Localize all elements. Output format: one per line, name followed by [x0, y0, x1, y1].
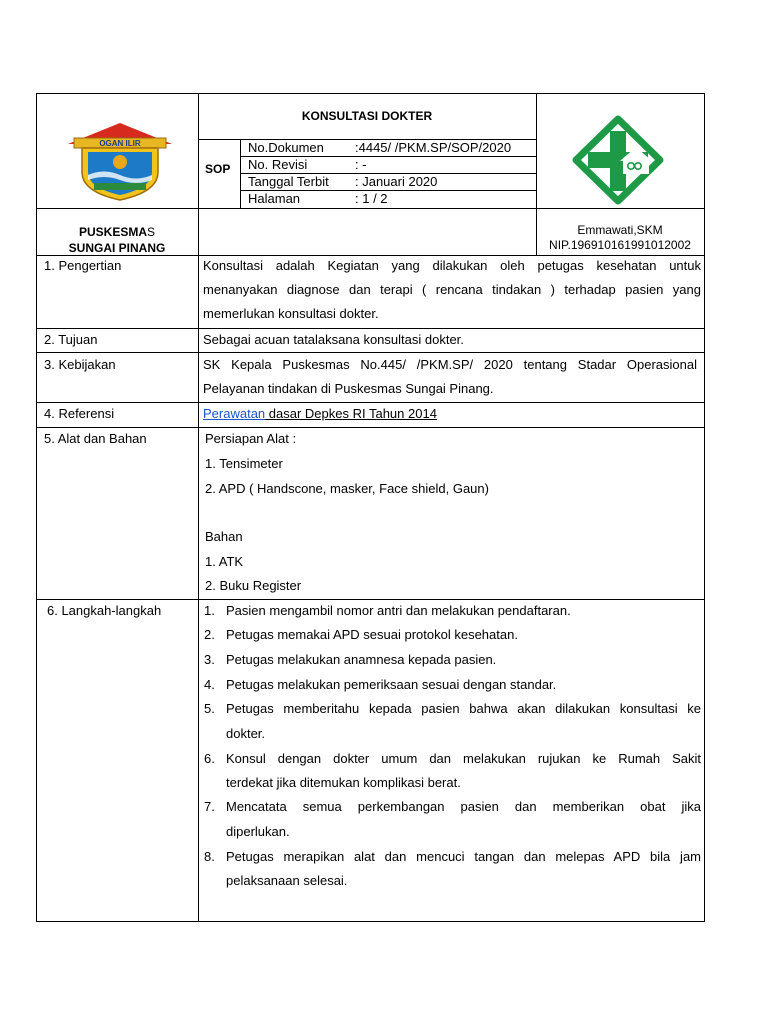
doc-field-label: No. Revisi: [248, 157, 308, 172]
referensi-rest: dasar Depkes RI Tahun 2014: [265, 406, 437, 421]
section-label-pengertian: 1. Pengertian: [44, 258, 122, 273]
svg-text:OGAN ILIR: OGAN ILIR: [99, 139, 141, 148]
doc-field-value: : -: [355, 157, 367, 172]
step-number: 4.: [204, 677, 215, 692]
bahan-heading: Bahan: [205, 529, 243, 544]
step-line: Petugas memakai APD sesuai protokol kesehatan.: [226, 627, 518, 642]
step-number: 8.: [204, 849, 215, 864]
step-line: pelaksanaan selesai.: [226, 873, 348, 888]
step-number: 1.: [204, 603, 215, 618]
pengertian-line: Konsultasi adalah Kegiatan yang dilakukan oleh petugas kesehatan untuk: [203, 258, 701, 273]
alat-item: 2. APD ( Handscone, masker, Face shield, Gaun): [205, 481, 489, 496]
step-line: Petugas memberitahu kepada pasien bahwa akan dilakukan konsultasi ke: [226, 701, 701, 716]
tujuan-text: Sebagai acuan tatalaksana konsultasi dokter.: [203, 332, 464, 347]
doc-field-value: :4445/ /PKM.SP/SOP/2020: [355, 140, 512, 155]
referensi-link[interactable]: Perawatan: [203, 406, 266, 421]
puskesmas-name: PUSKESMAS: [78, 225, 156, 239]
pengertian-line: menanyakan diagnose dan terapi ( rencana tindakan ) terhadap pasien yang: [203, 282, 701, 297]
referensi-text: [203, 406, 437, 421]
doc-field-label: Tanggal Terbit: [248, 174, 329, 189]
signer-nip: NIP.196910161991012002: [549, 238, 691, 252]
doc-field-label: Halaman: [248, 191, 301, 206]
step-line: Mencatata semua perkembangan pasien dan memberikan obat jika: [226, 799, 701, 814]
signer-name: Emmawati,SKM: [577, 223, 663, 237]
alat-heading: Persiapan Alat :: [205, 431, 297, 446]
kebijakan-line: SK Kepala Puskesmas No.445/ /PKM.SP/ 2020 tentang Stadar Operasional: [203, 357, 697, 372]
step-line: terdekat jika ditemukan komplikasi berat.: [226, 775, 461, 790]
section-label-kebijakan: 3. Kebijakan: [44, 357, 116, 372]
doc-field-value: : 1 / 2: [355, 191, 388, 206]
step-line: dokter.: [226, 726, 266, 741]
puskesmas-logo: [568, 115, 668, 205]
step-number: 3.: [204, 652, 215, 667]
step-line: Konsul dengan dokter umum dan melakukan rujukan ke Rumah Sakit: [226, 751, 701, 766]
kebijakan-line: Pelayanan tindakan di Puskesmas Sungai Pinang.: [203, 381, 494, 396]
step-line: Petugas melakukan pemeriksaan sesuai dengan standar.: [226, 677, 557, 692]
pengertian-line: memerlukan konsultasi dokter.: [203, 306, 379, 321]
alat-item: 1. Tensimeter: [205, 456, 283, 471]
bahan-item: 2. Buku Register: [205, 578, 302, 593]
step-line: Petugas melakukan anamnesa kepada pasien.: [226, 652, 497, 667]
section-label-tujuan: 2. Tujuan: [44, 332, 98, 347]
ogan-ilir-logo: [64, 120, 176, 202]
doc-field-value: : Januari 2020: [355, 174, 438, 189]
bahan-item: 1. ATK: [205, 554, 244, 569]
document-title: KONSULTASI DOKTER: [301, 109, 433, 123]
section-label-langkah: 6. Langkah-langkah: [47, 603, 162, 618]
sop-label: SOP: [205, 162, 231, 176]
step-number: 6.: [204, 751, 215, 766]
step-line: Pasien mengambil nomor antri dan melakukan pendaftaran.: [226, 603, 571, 618]
step-number: 2.: [204, 627, 215, 642]
step-number: 5.: [204, 701, 215, 716]
step-number: 7.: [204, 799, 215, 814]
section-label-alat: 5. Alat dan Bahan: [44, 431, 147, 446]
doc-field-label: No.Dokumen: [248, 140, 324, 155]
step-line: diperlukan.: [226, 824, 290, 839]
puskesmas-location: SUNGAI PINANG: [68, 241, 166, 255]
section-label-referensi: 4. Referensi: [44, 406, 115, 421]
step-line: Petugas merapikan alat dan mencuci tangan dan melepas APD bila jam: [226, 849, 701, 864]
